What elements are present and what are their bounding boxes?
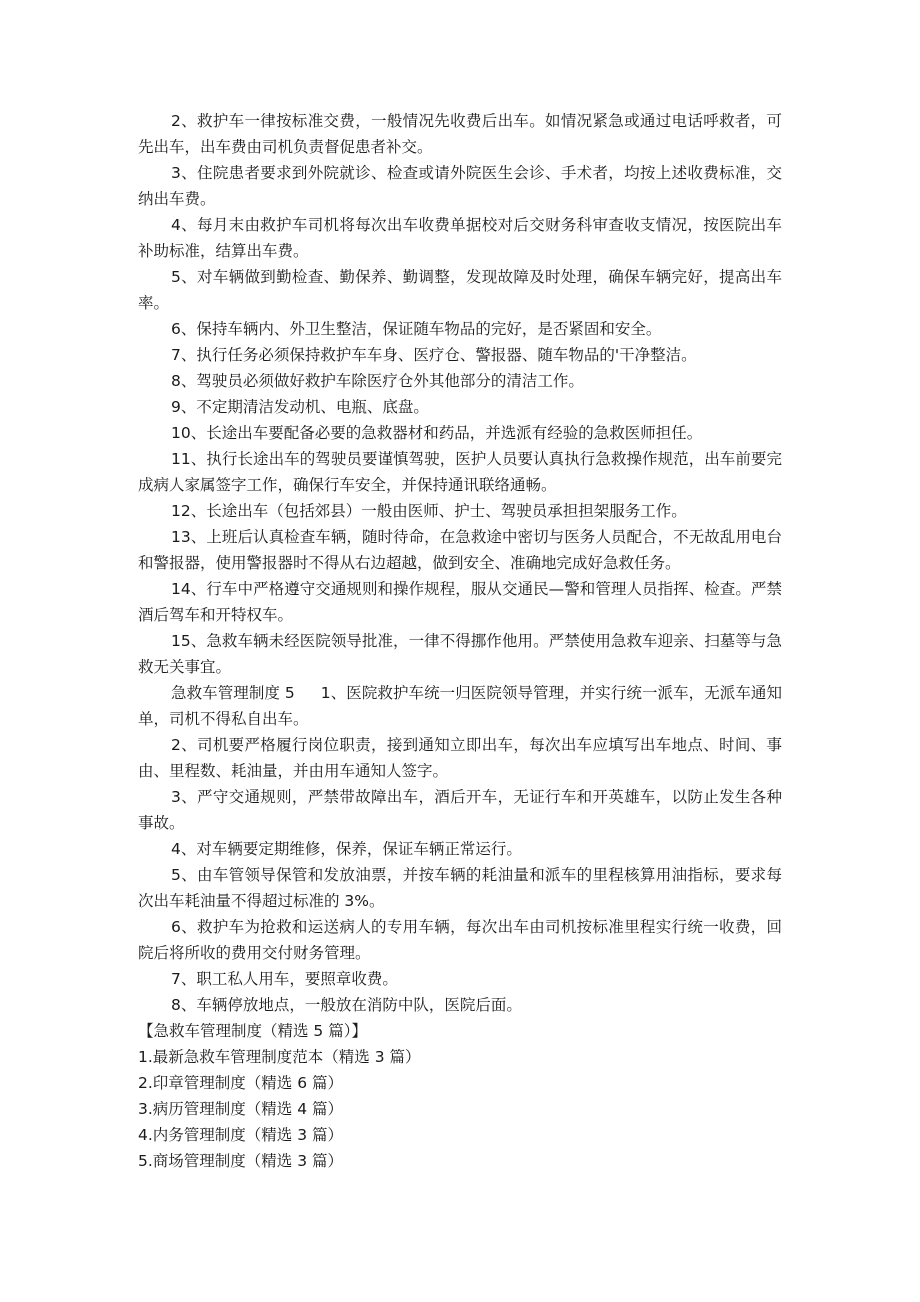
section-5-rule-1: 1、医院救护车统一归医院领导管理，并实行统一派车，无派车通知单，司机不得私自出车。 [138,684,782,728]
related-link-5[interactable]: 5.商场管理制度（精选 3 篇） [138,1152,344,1170]
paragraph-rule-3: 3、住院患者要求到外院就诊、检查或请外院医生会诊、手术者，均按上述收费标准，交纳出车费。 [138,164,782,208]
related-link-2[interactable]: 2.印章管理制度（精选 6 篇） [138,1074,344,1092]
section-5-rule-7: 7、职工私人用车，要照章收费。 [171,970,398,988]
paragraph-rule-13: 13、上班后认真检查车辆，随时待命，在急救途中密切与医务人员配合，不无故乱用电台和警报器，使用警报器时不得从右边超越，做到安全、准确地完成好急救任务。 [138,528,782,572]
paragraph-rule-5: 5、对车辆做到勤检查、勤保养、勤调整，发现故障及时处理，确保车辆完好，提高出车率。 [138,268,782,312]
related-heading: 【急救车管理制度（精选 5 篇）】 [138,1022,367,1040]
paragraph-rule-10: 10、长途出车要配备必要的急救器材和药品，并选派有经验的急救医师担任。 [171,424,703,442]
section-5-rule-4: 4、对车辆要定期维修，保养，保证车辆正常运行。 [171,840,522,858]
paragraph-rule-7: 7、执行任务必须保持救护车车身、医疗仓、警报器、随车物品的'干净整洁。 [171,346,697,364]
section-5-title: 急救车管理制度 5 [171,684,295,702]
paragraph-rule-15: 15、急救车辆未经医院领导批准，一律不得挪作他用。严禁使用急救车迎亲、扫墓等与急救无关事宜。 [138,632,782,676]
section-5-rule-8: 8、车辆停放地点，一般放在消防中队，医院后面。 [171,996,522,1014]
section-5-rule-3: 3、严守交通规则，严禁带故障出车，酒后开车，无证行车和开英雄车，以防止发生各种事故。 [138,788,782,832]
section-5-rule-5: 5、由车管领导保管和发放油票，并按车辆的耗油量和派车的里程核算用油指标，要求每次出车耗油量不得超过标准的 3%。 [138,866,782,910]
related-link-1[interactable]: 1.最新急救车管理制度范本（精选 3 篇） [138,1048,421,1066]
paragraph-rule-6: 6、保持车辆内、外卫生整洁，保证随车物品的完好，是否紧固和安全。 [171,320,662,338]
paragraph-rule-12: 12、长途出车（包括郊县）一般由医师、护士、驾驶员承担担架服务工作。 [171,502,687,520]
paragraph-rule-14: 14、行车中严格遵守交通规则和操作规程，服从交通民—警和管理人员指挥、检查。严禁酒后驾车和开特权车。 [138,580,782,624]
paragraph-rule-4: 4、每月末由救护车司机将每次出车收费单据校对后交财务科审查收支情况，按医院出车补助标准，结算出车费。 [138,216,782,260]
paragraph-rule-8: 8、驾驶员必须做好救护车除医疗仓外其他部分的清洁工作。 [171,372,584,390]
related-list [138,1044,782,1174]
related-link-3[interactable]: 3.病历管理制度（精选 4 篇） [138,1100,344,1118]
related-link-4[interactable]: 4.内务管理制度（精选 3 篇） [138,1126,344,1144]
section-5-paragraph [138,680,782,732]
paragraph-rule-2: 2、救护车一律按标准交费，一般情况先收费后出车。如情况紧急或通过电话呼救者，可先出车，出车费由司机负责督促患者补交。 [138,112,782,156]
related-articles [138,1018,782,1174]
section-5-rule-6: 6、救护车为抢救和运送病人的专用车辆，每次出车由司机按标准里程实行统一收费，回院后将所收的费用交付财务管理。 [138,918,782,962]
paragraph-rule-9: 9、不定期清洁发动机、电瓶、底盘。 [171,398,429,416]
paragraph-rule-11: 11、执行长途出车的驾驶员要谨慎驾驶，医护人员要认真执行急救操作规范，出车前要完成病人家属签字工作，确保行车安全，并保持通讯联络通畅。 [138,450,782,494]
section-5-rule-2: 2、司机要严格履行岗位职责，接到通知立即出车，每次出车应填写出车地点、时间、事由、里程数、耗油量，并由用车通知人签字。 [138,736,782,780]
